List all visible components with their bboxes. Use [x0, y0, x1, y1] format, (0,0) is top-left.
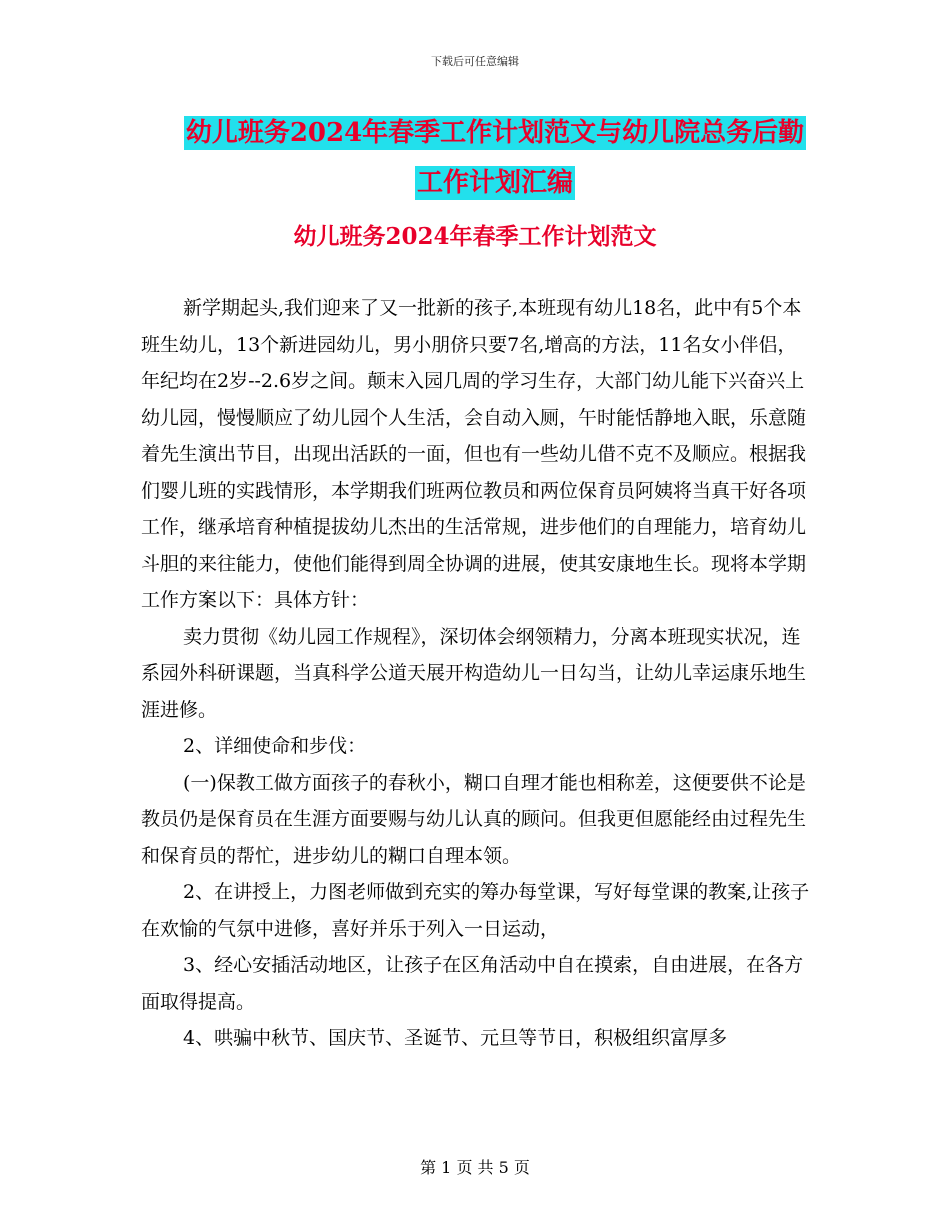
title-line-2: 工作计划汇编: [416, 168, 573, 198]
paragraph-care-work: (一)保教工做方面孩子的春秋小，糊口自理才能也相称差，这便要供不论是教员仍是保育员在生涯方面要赐与幼儿认真的顾问。但我更但愿能经由过程先生和保育员的帮忙，进步幼儿的糊口自理本领。: [141, 771, 807, 867]
page-footer: 第 1 页 共 5 页: [420, 1158, 530, 1177]
header-note: 下载后可任意编辑: [431, 55, 519, 68]
paragraph-activity-areas: 3、经心安插活动地区，让孩子在区角活动中自在摸索，自由进展，在各方面取得提高。: [141, 954, 804, 1013]
title-line-1: 幼儿班务2024年春季工作计划范文与幼儿院总务后勤: [185, 118, 805, 148]
document-title: [100, 108, 890, 208]
paragraph-guideline: 卖力贯彻《幼儿园工作规程》，深切体会纲领精力，分离本班现实状况，连系园外科研课题，当真科学公道天展开构造幼儿一日勾当，让幼儿幸运康乐地生涯进修。: [141, 625, 807, 721]
paragraph-intro: 新学期起头,我们迎来了又一批新的孩子,本班现有幼儿18名，此中有5个本班生幼儿，13个新进园幼儿，男小朋侪只要7名,增高的方法，11名女小伴侣，年纪均在2岁--2.6岁之间。颠末入园几周的学习生存，大部门幼儿能下兴奋兴上幼儿园，慢慢顺应了幼儿园个人生活，会自动入厕，午时能恬静地入眠，乐意随着先生演出节目，出现出活跃的一面，但也有一些幼儿借不克不及顺应。根据我们婴儿班的实践情形，本学期我们班两位教员和两位保育员阿姨将当真干好各项工作，继承培育种植提拔幼儿杰出的生活常规，进步他们的自理能力，培育幼儿斗胆的来往能力，使他们能得到周全协调的进展，使其安康地生长。现将本学期工作方案以下：具体方针：: [141, 297, 807, 611]
paragraph-festivals: 4、哄骗中秋节、国庆节、圣诞节、元旦等节日，积极组织富厚多: [183, 1027, 728, 1049]
paragraph-heading-tasks: 2、详细使命和步伐：: [183, 735, 367, 757]
section-title: 幼儿班务2024年春季工作计划范文: [293, 223, 657, 250]
paragraph-teaching: 2、在讲授上，力图老师做到充实的筹办每堂课，写好每堂课的教案,让孩子在欢愉的气氛中进修，喜好并乐于列入一日运动，: [141, 881, 810, 940]
body-text: [141, 290, 811, 1057]
